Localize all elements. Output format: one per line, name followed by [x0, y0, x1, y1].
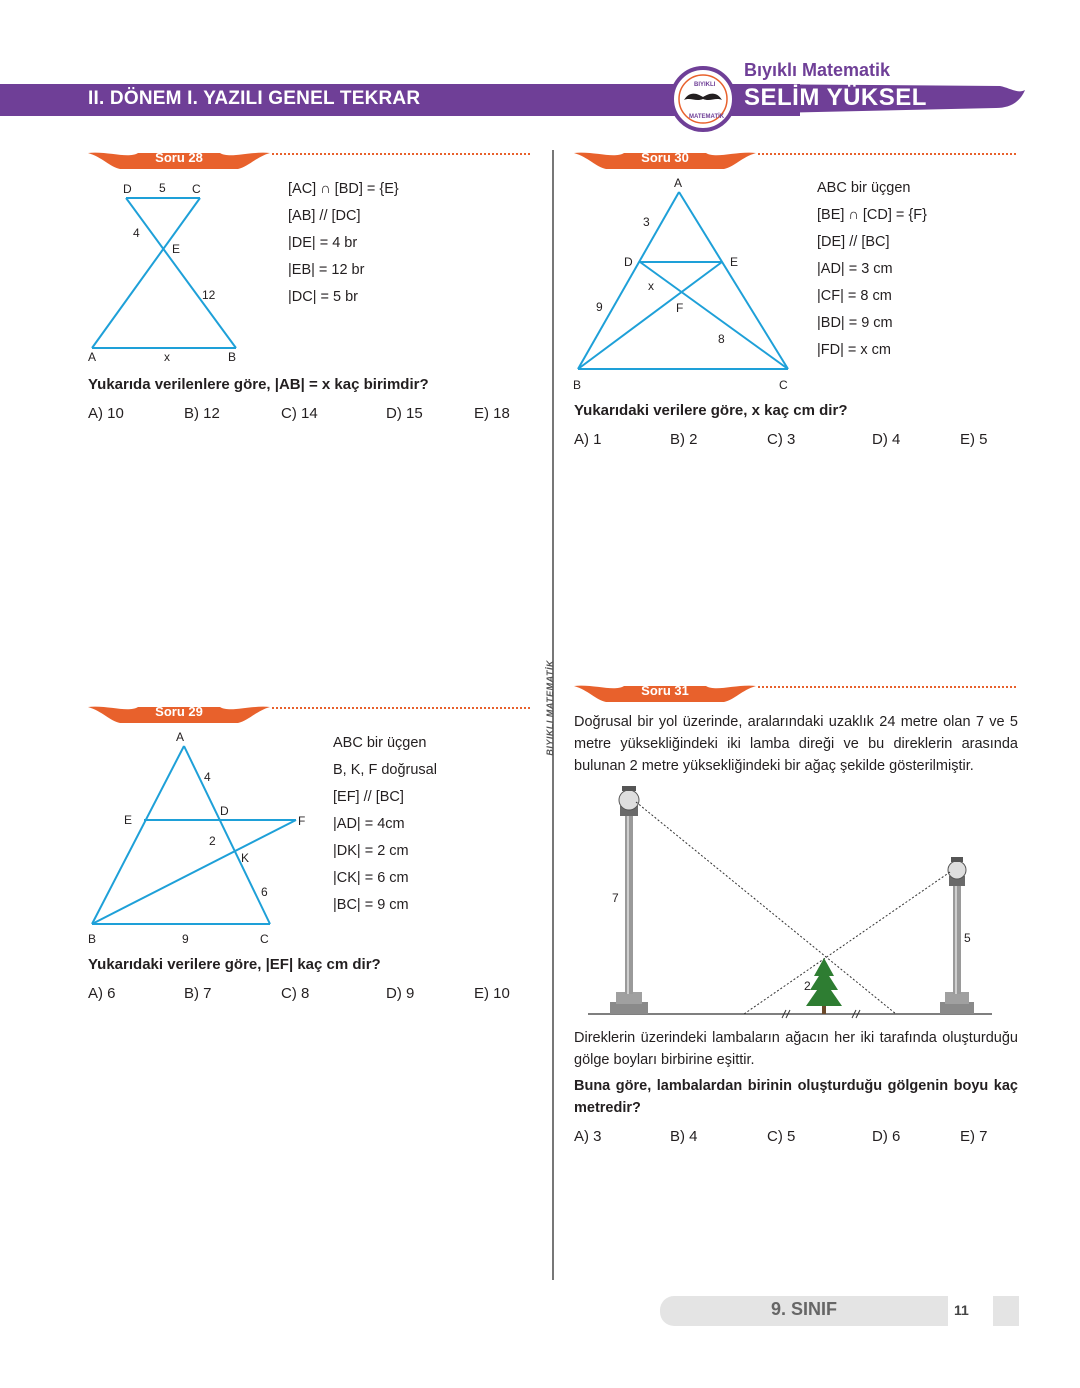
q29-given-1: ABC bir üçgen	[333, 735, 427, 751]
mustache-logo	[670, 66, 736, 132]
q29-given-7: |BC| = 9 cm	[333, 897, 409, 913]
q30-given-2: [BE] ∩ [CD] = {F}	[817, 207, 927, 223]
q30-label-ad: 3	[643, 215, 650, 229]
q30-choice-b[interactable]: B) 2	[670, 431, 698, 448]
q30-label-A: A	[674, 176, 683, 190]
q30-label-E: E	[730, 255, 739, 269]
q30-label-cf: 8	[718, 332, 725, 346]
logo-text-bottom: MATEMATİK	[689, 114, 725, 120]
q28-label-de: 4	[133, 226, 140, 240]
q28-label-B: B	[228, 350, 237, 364]
logo-text-top: BIYIKLI	[694, 82, 716, 88]
q30-choice-a[interactable]: A) 1	[574, 431, 602, 448]
q29-label-D: D	[220, 804, 229, 818]
q29-choice-e[interactable]: E) 10	[474, 985, 510, 1002]
q29-label-C: C	[260, 932, 269, 946]
q30-label-B: B	[573, 378, 582, 392]
q30-label-fd: x	[648, 279, 654, 293]
q30-label-bd: 9	[596, 300, 603, 314]
q31-label-right-pole: 5	[964, 931, 971, 945]
page-title: II. DÖNEM I. YAZILI GENEL TEKRAR	[88, 88, 421, 109]
q28-label-eb: 12	[202, 288, 216, 302]
q30-choice-e[interactable]: E) 5	[960, 431, 988, 448]
q31-figure	[574, 780, 1018, 1020]
q29-givens	[333, 730, 437, 919]
q31-dotted-rule	[758, 686, 1016, 688]
q29-label-dk: 2	[209, 834, 216, 848]
q28-stem: Yukarıda verilenlere göre, |AB| = x kaç birimdir?	[88, 376, 429, 393]
q31-choice-a[interactable]: A) 3	[574, 1128, 602, 1145]
q29-choice-c[interactable]: C) 8	[281, 985, 310, 1002]
q28-given-1: [AC] ∩ [BD] = {E}	[288, 181, 399, 197]
q29-label-A: A	[176, 730, 185, 744]
q31-label-left-pole: 7	[612, 891, 619, 905]
q29-choice-d[interactable]: D) 9	[386, 985, 415, 1002]
q30-choice-d[interactable]: D) 4	[872, 431, 901, 448]
q30-given-7: |FD| = x cm	[817, 342, 891, 358]
q31-choice-c[interactable]: C) 5	[767, 1128, 796, 1145]
q29-given-3: [EF] // [BC]	[333, 789, 404, 805]
q29-ribbon	[88, 701, 270, 725]
q31-stem: Buna göre, lambalardan birinin oluşturduğu gölgenin boyu kaç metredir?	[574, 1078, 1018, 1116]
q28-figure	[80, 178, 250, 368]
q28-given-2: [AB] // [DC]	[288, 208, 361, 224]
q29-figure	[80, 726, 320, 948]
q30-givens	[817, 175, 927, 364]
q29-label-B: B	[88, 932, 97, 946]
q29-label: Soru 29	[155, 704, 203, 719]
q28-label-D: D	[123, 182, 132, 196]
q29-choice-a[interactable]: A) 6	[88, 985, 116, 1002]
q28-choice-d[interactable]: D) 15	[386, 405, 423, 422]
q30-given-4: |AD| = 3 cm	[817, 261, 893, 277]
q30-label: Soru 30	[641, 150, 689, 165]
q30-figure	[568, 172, 808, 394]
q28-dotted-rule	[272, 153, 530, 155]
q30-label-F: F	[676, 301, 684, 315]
q28-label-dc: 5	[159, 181, 166, 195]
q31-intro: Doğrusal bir yol üzerinde, aralarındaki uzaklık 24 metre olan 7 ve 5 metre yüksekliğindeki iki lamba direği ve bu direklerin arasında bulunan 2 metre yüksekliğindeki bir ağaç şekilde gösterilmiştir.	[574, 714, 1018, 774]
q30-label-C: C	[779, 378, 788, 392]
q30-label-D: D	[624, 255, 633, 269]
footer-box	[993, 1296, 1019, 1326]
q31-ribbon	[574, 680, 756, 704]
q29-given-2: B, K, F doğrusal	[333, 762, 437, 778]
q28-label-A: A	[88, 350, 97, 364]
q30-given-1: ABC bir üçgen	[817, 180, 911, 196]
q31-note: Direklerin üzerindeki lambaların ağacın her iki tarafında oluşturduğu gölge boyları birbirine eşittir.	[574, 1030, 1018, 1068]
q30-ribbon	[574, 147, 756, 171]
q28-label-C: C	[192, 182, 201, 196]
q29-dotted-rule	[272, 707, 530, 709]
q29-given-5: |DK| = 2 cm	[333, 843, 409, 859]
q28-label-ab: x	[164, 350, 170, 364]
q29-given-4: |AD| = 4cm	[333, 816, 405, 832]
q30-dotted-rule	[758, 153, 1016, 155]
q29-given-6: |CK| = 6 cm	[333, 870, 409, 886]
q28-given-3: |DE| = 4 br	[288, 235, 358, 251]
q28-choice-c[interactable]: C) 14	[281, 405, 318, 422]
tree	[806, 958, 842, 1014]
q29-label-K: K	[241, 851, 250, 865]
q28-choice-a[interactable]: A) 10	[88, 405, 124, 422]
q29-label-E: E	[124, 813, 133, 827]
q31-choice-d[interactable]: D) 6	[872, 1128, 901, 1145]
q28-label: Soru 28	[155, 150, 203, 165]
q29-choice-b[interactable]: B) 7	[184, 985, 212, 1002]
q31-choice-e[interactable]: E) 7	[960, 1128, 988, 1145]
q30-choice-c[interactable]: C) 3	[767, 431, 796, 448]
q30-given-3: [DE] // [BC]	[817, 234, 890, 250]
q28-choice-b[interactable]: B) 12	[184, 405, 220, 422]
brand-name: SELİM YÜKSEL	[744, 84, 927, 111]
q29-label-F: F	[298, 814, 306, 828]
q30-stem: Yukarıdaki verilere göre, x kaç cm dir?	[574, 402, 848, 419]
q29-label-bc: 9	[182, 932, 189, 946]
q31-label-tree: 2	[804, 979, 811, 993]
q28-label-E: E	[172, 242, 181, 256]
grade-label: 9. SINIF	[770, 1299, 837, 1319]
q28-ribbon	[88, 147, 270, 171]
q29-label-ad: 4	[204, 770, 211, 784]
q30-given-5: |CF| = 8 cm	[817, 288, 892, 304]
page-number: 11	[954, 1302, 969, 1318]
side-watermark: BIYIKLI MATEMATİK	[545, 660, 555, 756]
q28-givens	[288, 176, 399, 311]
q28-given-4: |EB| = 12 br	[288, 262, 365, 278]
q31-label: Soru 31	[641, 683, 689, 698]
q29-label-kc: 6	[261, 885, 268, 899]
q31-choice-b[interactable]: B) 4	[670, 1128, 698, 1145]
q28-given-5: |DC| = 5 br	[288, 289, 358, 305]
q28-choice-e[interactable]: E) 18	[474, 405, 510, 422]
brand-subtitle: Bıyıklı Matematik	[744, 60, 891, 80]
q30-given-6: |BD| = 9 cm	[817, 315, 893, 331]
q29-stem: Yukarıdaki verilere göre, |EF| kaç cm dir?	[88, 956, 381, 973]
